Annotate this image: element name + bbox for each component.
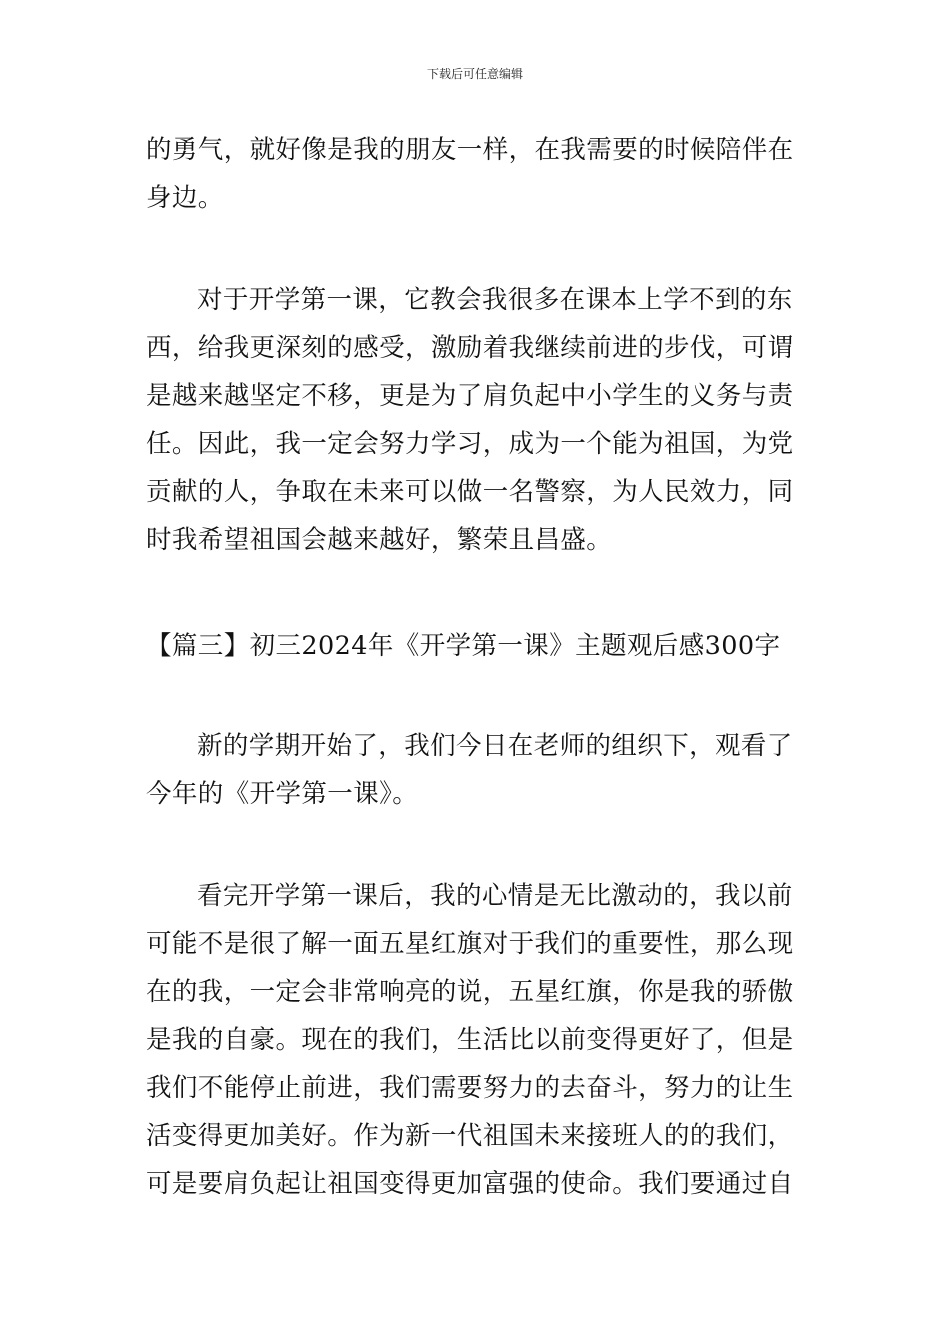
paragraph-line: 的勇气，就好像是我的朋友一样，在我需要的时候陪伴在: [146, 135, 794, 165]
section-heading: [146, 622, 780, 670]
paragraph-2: [146, 276, 794, 564]
paragraph-line: 今年的《开学第一课》。: [146, 779, 419, 809]
paragraph-1: [146, 126, 794, 222]
paragraph-4: [146, 872, 794, 1208]
paragraph-line: 对于开学第一课，它教会我很多在课本上学不到的东: [197, 285, 793, 315]
paragraph-line: 是我的自豪。现在的我们，生活比以前变得更好了，但是: [146, 1025, 794, 1055]
paragraph-line: 时我希望祖国会越来越好，繁荣且昌盛。: [146, 525, 613, 555]
paragraph-line: 西，给我更深刻的感受，激励着我继续前进的步伐，可谓: [146, 333, 794, 363]
paragraph-3: [146, 722, 793, 818]
paragraph-line: 看完开学第一课后，我的心情是无比激动的，我以前: [197, 881, 793, 911]
paragraph-line: 可能不是很了解一面五星红旗对于我们的重要性，那么现: [146, 929, 794, 959]
page-header: 下载后可任意编辑: [426, 67, 523, 81]
paragraph-line: 活变得更加美好。作为新一代祖国未来接班人的的我们，: [146, 1121, 794, 1151]
paragraph-line: 贡献的人，争取在未来可以做一名警察，为人民效力，同: [146, 477, 794, 507]
paragraph-line: 可是要肩负起让祖国变得更加富强的使命。我们要通过自: [146, 1169, 794, 1199]
heading-text: 【篇三】初三2024年《开学第一课》主题观后感300字: [146, 631, 781, 661]
paragraph-line: 任。因此，我一定会努力学习，成为一个能为祖国，为党: [146, 429, 794, 459]
paragraph-line: 身边。: [146, 183, 224, 213]
paragraph-line: 是越来越坚定不移，更是为了肩负起中小学生的义务与责: [146, 381, 794, 411]
paragraph-line: 在的我，一定会非常响亮的说，五星红旗，你是我的骄傲: [146, 977, 794, 1007]
paragraph-line: 我们不能停止前进，我们需要努力的去奋斗，努力的让生: [146, 1073, 794, 1103]
paragraph-line: 新的学期开始了，我们今日在老师的组织下，观看了: [197, 731, 793, 761]
